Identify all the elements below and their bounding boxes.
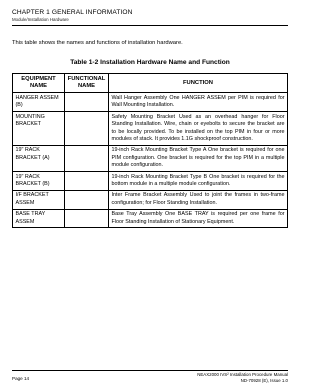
table-row (13, 145, 288, 171)
table-caption: Table 1-2 Installation Hardware Name and Function (70, 59, 230, 66)
hardware-table (12, 73, 288, 228)
function-cell: Inter Frame Bracket Assembly Used to joint the frames in two-frame configuration; for Floor Standing Installation. (109, 190, 288, 209)
table-header-row (13, 74, 288, 93)
table-row (13, 93, 288, 112)
functional-name-cell (65, 112, 109, 146)
equipment-name-cell: BASE TRAY ASSEM (13, 209, 65, 228)
table-row (13, 190, 288, 209)
functional-name-cell (65, 145, 109, 171)
equipment-name-cell: MOUNTING BRACKET (13, 112, 65, 146)
table-row (13, 112, 288, 146)
functional-name-cell (65, 93, 109, 112)
footer-manual-info (197, 372, 288, 383)
intro-text: This table shows the names and functions of installation hardware. (12, 40, 183, 46)
function-cell: Safety Mounting Bracket Used as an overhead hanger for Floor Standing Installation. Wire, chain or eyebolts to secure the bracket are to be locally provided. To be installed on the top PIM in four or more modules of stack. It provides 1.1G shockproof construction. (109, 112, 288, 146)
functional-name-cell (65, 190, 109, 209)
manual-title: NEAX2000 IVS² Installation Procedure Manual (197, 372, 288, 377)
table-row (13, 209, 288, 228)
table-row (13, 172, 288, 191)
function-cell: 19-inch Rack Mounting Bracket Type A One bracket is required for one PIM configuration. One bracket is required for the top PIM in a multiple module configuration. (109, 145, 288, 171)
equipment-name-cell: 19" RACK BRACKET (B) (13, 172, 65, 191)
footer-rule (12, 370, 288, 371)
page-number: Page 14 (12, 376, 30, 381)
header-functional-name: FUNCTIONAL NAME (65, 74, 109, 93)
function-cell: Wall Hanger Assembly One HANGER ASSEM per PIM is required for Wall Mounting Installation. (109, 93, 288, 112)
equipment-name-cell: I/F BRACKET ASSEM (13, 190, 65, 209)
functional-name-cell (65, 172, 109, 191)
section-header: Module/Installation Hardware (12, 17, 69, 22)
header-equipment-name: EQUIPMENT NAME (13, 74, 65, 93)
header-function: FUNCTION (109, 74, 288, 93)
document-id: ND-70928 (E), Issue 1.0 (240, 377, 288, 383)
header-rule (12, 25, 288, 26)
function-cell: Base Tray Assembly One BASE TRAY is required per one frame for Floor Standing Installation of Stationary Equipment. (109, 209, 288, 228)
equipment-name-cell: HANGER ASSEM (B) (13, 93, 65, 112)
function-cell: 19-inch Rack Mounting Bracket Type B One bracket is required for the bottom module in a multiple module configuration. (109, 172, 288, 191)
equipment-name-cell: 19" RACK BRACKET (A) (13, 145, 65, 171)
functional-name-cell (65, 209, 109, 228)
chapter-header: CHAPTER 1 GENERAL INFORMATION (12, 9, 133, 16)
